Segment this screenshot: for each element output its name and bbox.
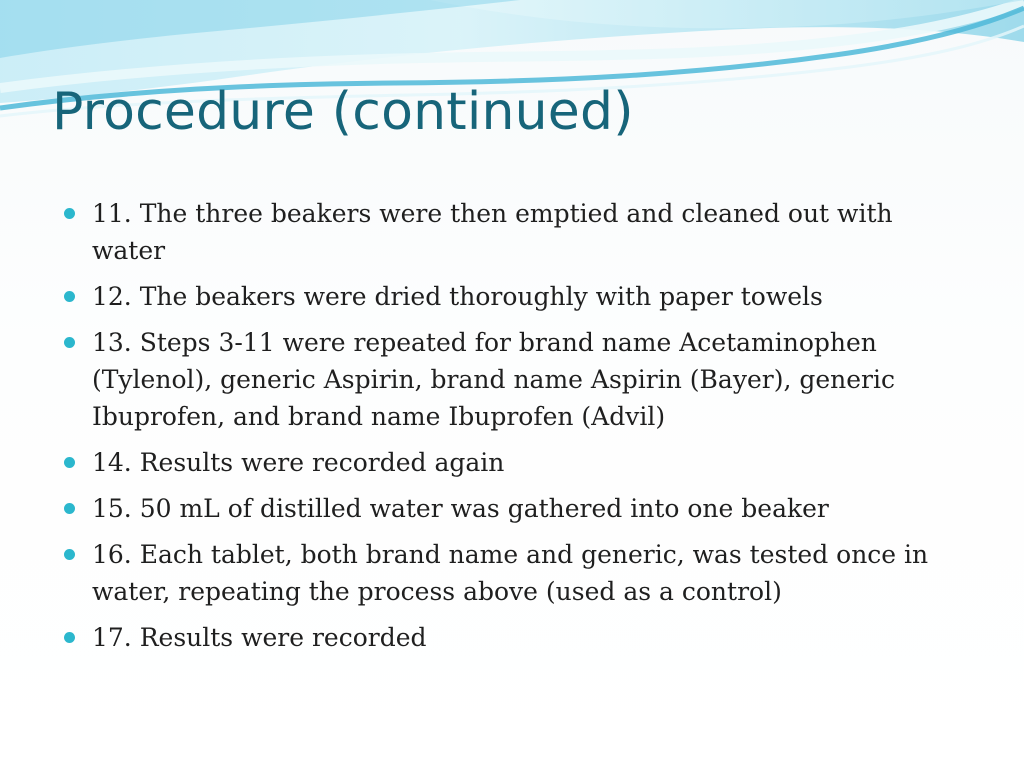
procedure-step-text: 15. 50 mL of distilled water was gathered into one beaker — [92, 494, 829, 523]
bullet-dot-icon — [64, 337, 75, 348]
bullet-dot-icon — [64, 291, 75, 302]
procedure-step-13 — [64, 324, 969, 435]
procedure-step-text: 11. The three beakers were then emptied and cleaned out with water — [92, 199, 893, 265]
bullet-dot-icon — [64, 632, 75, 643]
bullet-dot-icon — [64, 503, 75, 514]
procedure-step-text: 17. Results were recorded — [92, 623, 427, 652]
procedure-step-text: 13. Steps 3-11 were repeated for brand name Acetaminophen (Tylenol), generic Aspirin, brand name Aspirin (Bayer), generic Ibuprofen, and brand name Ibuprofen (Advil) — [92, 328, 895, 431]
procedure-step-12 — [64, 278, 969, 315]
procedure-step-14 — [64, 444, 969, 481]
procedure-step-text: 14. Results were recorded again — [92, 448, 505, 477]
procedure-step-text: 16. Each tablet, both brand name and generic, was tested once in water, repeating the process above (used as a control) — [92, 540, 929, 606]
procedure-step-15 — [64, 490, 969, 527]
slide-title: Procedure (continued) — [52, 82, 634, 142]
procedure-step-11 — [64, 195, 969, 269]
bullet-dot-icon — [64, 549, 75, 560]
bullet-dot-icon — [64, 457, 75, 468]
procedure-step-16 — [64, 536, 969, 610]
procedure-step-17 — [64, 619, 969, 656]
procedure-step-list — [64, 195, 969, 665]
bullet-dot-icon — [64, 208, 75, 219]
procedure-step-text: 12. The beakers were dried thoroughly with paper towels — [92, 282, 823, 311]
